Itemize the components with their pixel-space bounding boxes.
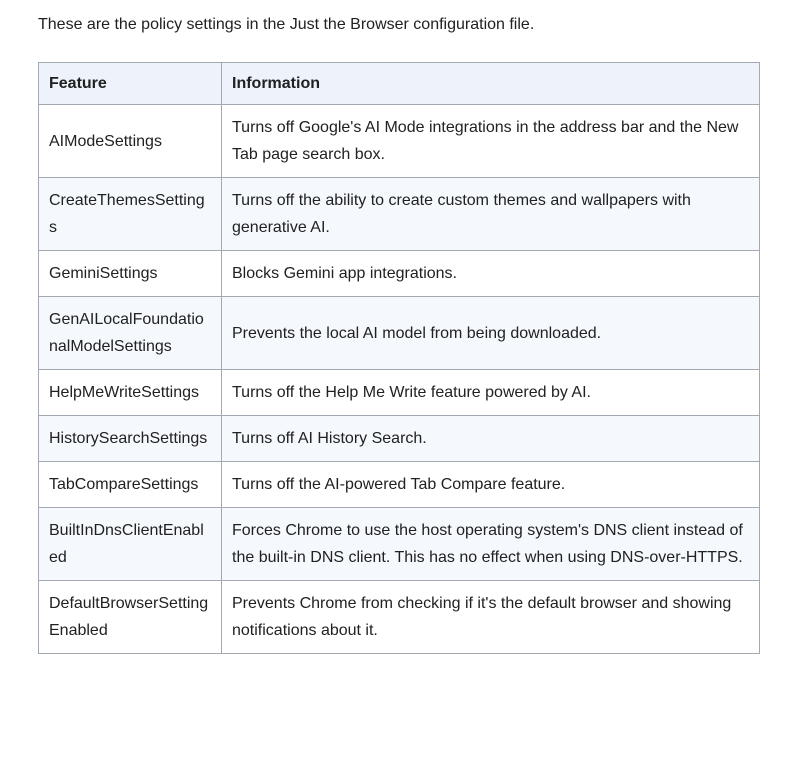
info-cell: Turns off Google's AI Mode integrations in the address bar and the New Tab page search box. — [222, 105, 760, 178]
info-cell: Forces Chrome to use the host operating system's DNS client instead of the built-in DNS client. This has no effect when using DNS-over-HTTPS. — [222, 508, 760, 581]
table-row — [39, 178, 760, 251]
info-cell: Prevents Chrome from checking if it's the default browser and showing notifications about it. — [222, 581, 760, 654]
info-cell: Turns off the Help Me Write feature powered by AI. — [222, 370, 760, 416]
info-cell: Blocks Gemini app integrations. — [222, 251, 760, 297]
feature-cell: HelpMeWriteSettings — [39, 370, 222, 416]
feature-cell: DefaultBrowserSettingEnabled — [39, 581, 222, 654]
table-row — [39, 297, 760, 370]
info-cell: Turns off the ability to create custom themes and wallpapers with generative AI. — [222, 178, 760, 251]
intro-text: These are the policy settings in the Just the Browser configuration file. — [38, 16, 535, 33]
policy-table-body — [39, 105, 760, 654]
info-cell: Turns off AI History Search. — [222, 416, 760, 462]
feature-cell: BuiltInDnsClientEnabled — [39, 508, 222, 581]
feature-cell: AIModeSettings — [39, 105, 222, 178]
feature-cell: TabCompareSettings — [39, 462, 222, 508]
table-header-feature: Feature — [39, 63, 222, 105]
info-cell: Turns off the AI-powered Tab Compare feature. — [222, 462, 760, 508]
feature-cell: HistorySearchSettings — [39, 416, 222, 462]
feature-cell: GenAILocalFoundationalModelSettings — [39, 297, 222, 370]
table-row — [39, 581, 760, 654]
table-row — [39, 251, 760, 297]
policy-table — [38, 62, 760, 654]
table-row — [39, 462, 760, 508]
table-row — [39, 508, 760, 581]
table-row — [39, 370, 760, 416]
feature-cell: GeminiSettings — [39, 251, 222, 297]
table-header-information: Information — [222, 63, 760, 105]
feature-cell: CreateThemesSettings — [39, 178, 222, 251]
table-header-row — [39, 63, 760, 105]
table-row — [39, 105, 760, 178]
policy-table-head — [39, 63, 760, 105]
table-row — [39, 416, 760, 462]
info-cell: Prevents the local AI model from being downloaded. — [222, 297, 760, 370]
